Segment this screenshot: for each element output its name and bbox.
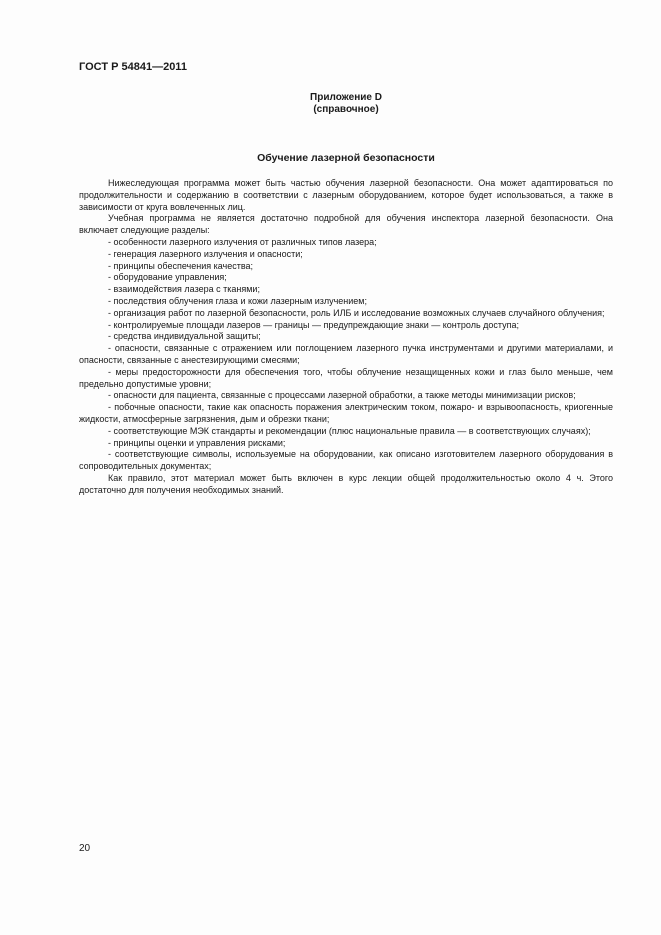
document-header: ГОСТ Р 54841—2011 xyxy=(79,61,187,73)
list-item: - принципы обеспечения качества; xyxy=(108,260,254,271)
list-item: - средства индивидуальной защиты; xyxy=(108,331,261,342)
appendix-heading xyxy=(200,92,492,116)
list-item: - меры предосторожности для обеспечения того, чтобы облучение незащищенных кожи и глаз было меньше, чем предельно допустимые уровни; xyxy=(79,366,613,389)
list-item: - контролируемые площади лазеров — границы — предупреждающие знаки — контроль доступа; xyxy=(108,319,520,330)
intro-paragraph-1: Нижеследующая программа может быть частью обучения лазерной безопасности. Она может адаптироваться по продолжительности и содержанию в соответствии с лазерным оборудованием, которое будет использоваться, а также в зависимости от круга вовлеченных лиц. xyxy=(79,178,613,212)
conclusion-paragraph: Как правило, этот материал может быть включен в курс лекции общей продолжительностью около 4 ч. Этого достаточно для получения необходимых знаний. xyxy=(79,472,613,495)
appendix-subtitle: (справочное) xyxy=(313,104,379,115)
appendix-title: Приложение D xyxy=(310,92,382,103)
page-number: 20 xyxy=(79,843,91,854)
list-item: - опасности для пациента, связанные с процессами лазерной обработки, а также методы минимизации рисков; xyxy=(108,390,576,401)
list-item: - соответствующие символы, используемые на оборудовании, как описано изготовителем лазерного оборудования в сопроводительных документах; xyxy=(79,449,613,472)
topics-list xyxy=(79,237,613,473)
list-item: - побочные опасности, такие как опасность поражения электрическим током, пожаро- и взрывоопасность, криогенные жидкости, атмосферные загрязнения, дым и обрезки ткани; xyxy=(79,402,613,424)
list-item: - взаимодействия лазера с тканями; xyxy=(108,284,260,295)
list-item: - генерация лазерного излучения и опасности; xyxy=(108,248,303,259)
list-item: - принципы оценки и управления рисками; xyxy=(108,437,286,448)
document-body xyxy=(79,178,613,497)
list-item: - особенности лазерного излучения от различных типов лазера; xyxy=(108,236,377,247)
list-item: - оборудование управления; xyxy=(108,272,227,283)
intro-paragraph-2: Учебная программа не является достаточно подробной для обучения инспектора лазерной безопасности. Она включает следующие разделы: xyxy=(79,213,613,236)
section-title: Обучение лазерной безопасности xyxy=(257,152,435,164)
list-item: - организация работ по лазерной безопасности, роль ИЛБ и исследование возможных случаев случайного облучения; xyxy=(108,307,605,318)
list-item: - опасности, связанные с отражением или поглощением лазерного пучка инструментами и другими материалами, и опасности, связанные с анестезирующими смесями; xyxy=(79,343,613,365)
list-item: - последствия облучения глаза и кожи лазерным излучением; xyxy=(108,295,367,306)
list-item: - соответствующие МЭК стандарты и рекомендации (плюс национальные правила — в соответствующих случаях); xyxy=(108,425,591,436)
